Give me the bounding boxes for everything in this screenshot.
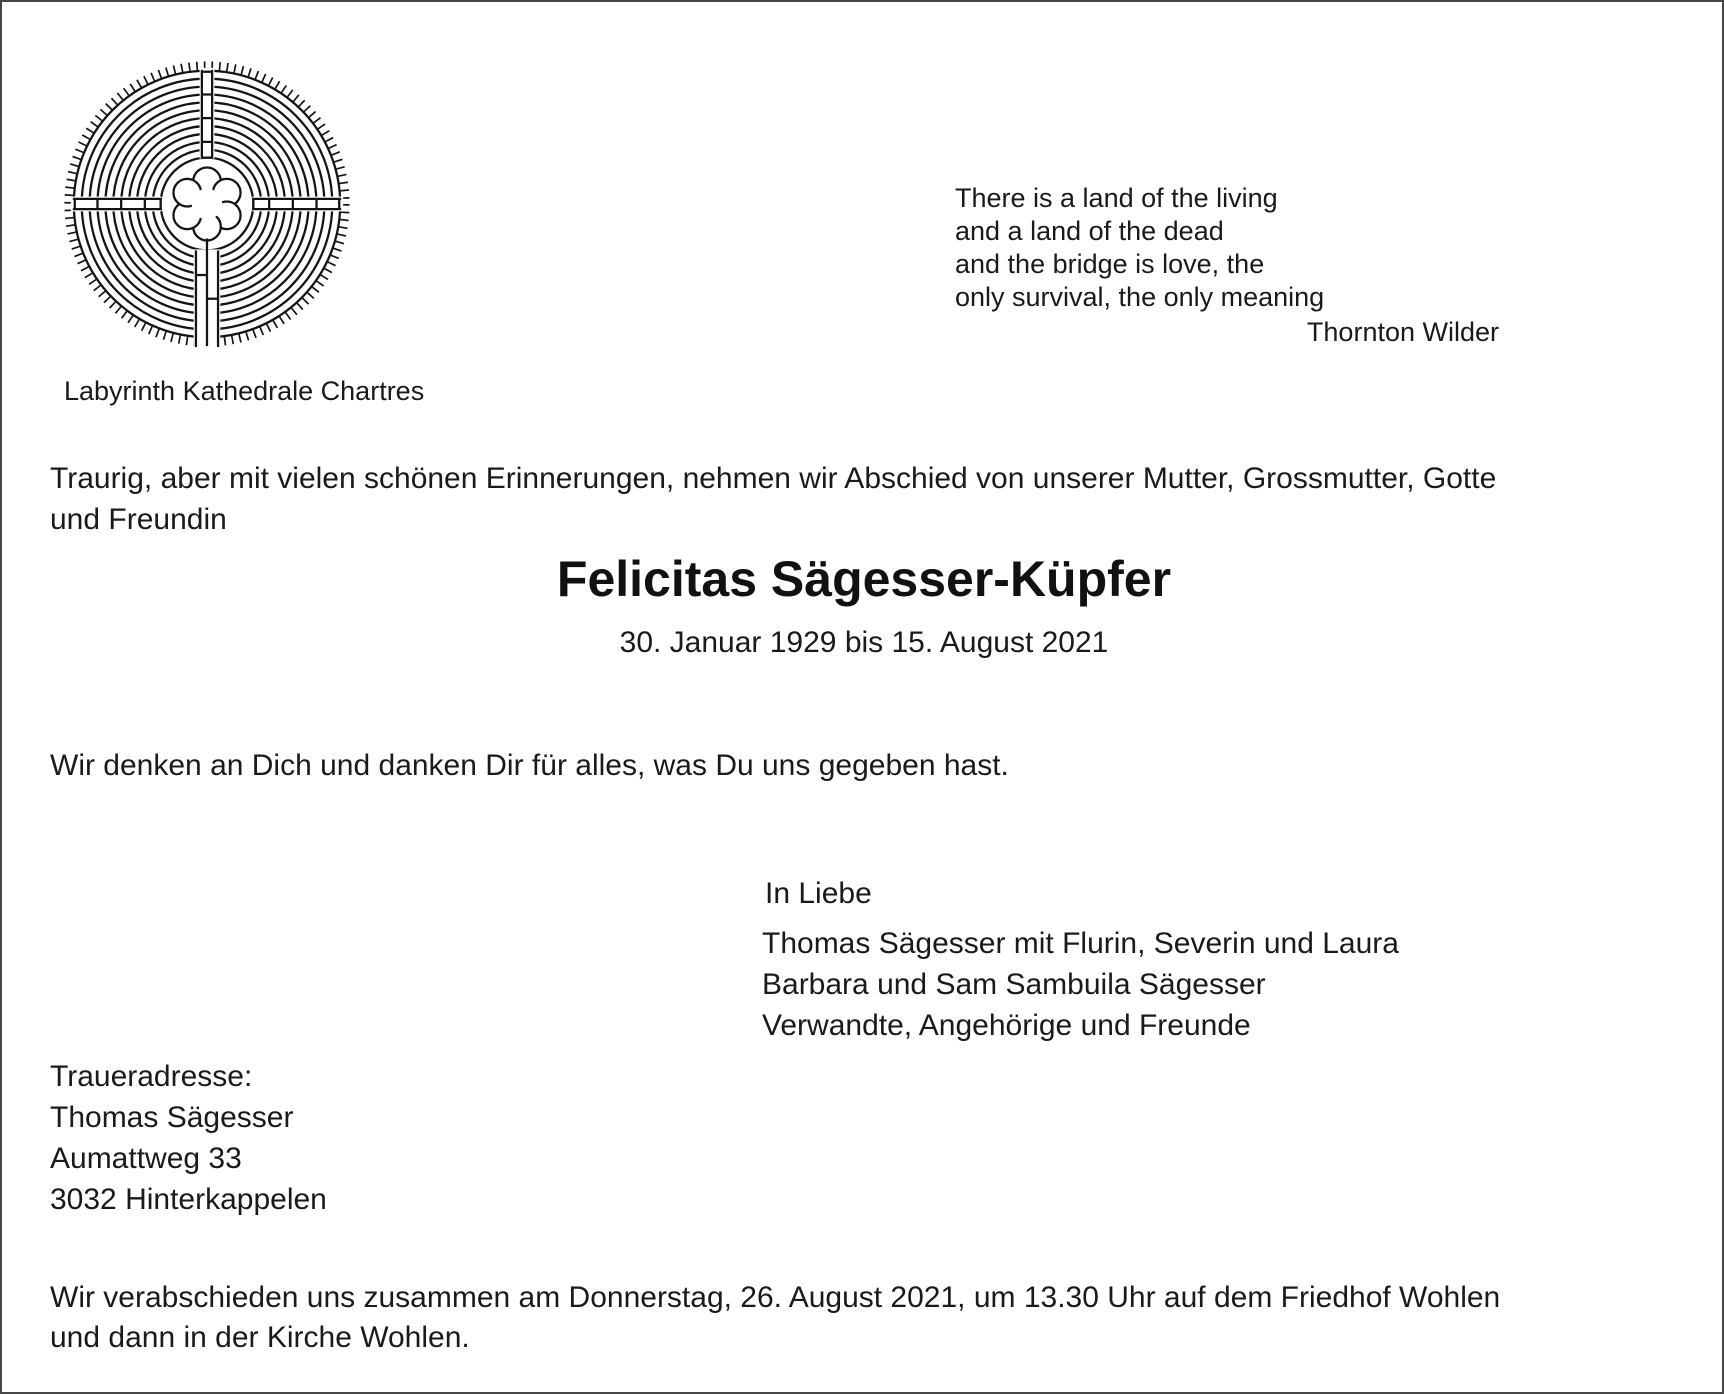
poem-line: only survival, the only meaning — [955, 282, 1325, 312]
labyrinth-caption: Labyrinth Kathedrale Chartres — [64, 376, 425, 406]
chartres-labyrinth-icon — [59, 56, 355, 352]
funeral-info — [50, 1278, 1500, 1358]
family-line: Verwandte, Angehörige und Freunde — [762, 1009, 1251, 1042]
family-line: Barbara und Sam Sambuila Sägesser — [762, 968, 1266, 1001]
address-line: Aumattweg 33 — [50, 1142, 242, 1175]
intro-paragraph — [50, 458, 1496, 540]
poem-attribution: Thornton Wilder — [1306, 317, 1499, 347]
intro-line: und Freundin — [50, 503, 227, 536]
deceased-name: Felicitas Sägesser-Küpfer — [556, 551, 1172, 607]
tribute-line: Wir denken an Dich und danken Dir für alles, was Du uns gegeben hast. — [50, 749, 1009, 782]
poem-line: There is a land of the living — [955, 183, 1278, 213]
funeral-line: und dann in der Kirche Wohlen. — [50, 1321, 470, 1354]
address-line: 3032 Hinterkappelen — [50, 1183, 327, 1216]
poem — [955, 182, 1499, 349]
funeral-line: Wir verabschieden uns zusammen am Donnerstag, 26. August 2021, um 13.30 Uhr auf dem Friedhof Wohlen — [50, 1281, 1501, 1314]
intro-line: Traurig, aber mit vielen schönen Erinnerungen, nehmen wir Abschied von unserer Mutter, Grossmutter, Gotte — [50, 462, 1497, 495]
mourning-address — [50, 1056, 327, 1220]
life-dates: 30. Januar 1929 bis 15. August 2021 — [619, 626, 1109, 659]
address-label: Traueradresse: — [50, 1060, 253, 1093]
family-line: Thomas Sägesser mit Flurin, Severin und Laura — [762, 927, 1399, 960]
labyrinth-figure — [59, 56, 499, 406]
family-lines — [762, 923, 1399, 1046]
family-salutation: In Liebe — [765, 877, 872, 910]
family-block — [762, 873, 1399, 1046]
address-line: Thomas Sägesser — [50, 1101, 294, 1134]
poem-line: and the bridge is love, the — [955, 249, 1265, 279]
poem-line: and a land of the dead — [955, 216, 1224, 246]
